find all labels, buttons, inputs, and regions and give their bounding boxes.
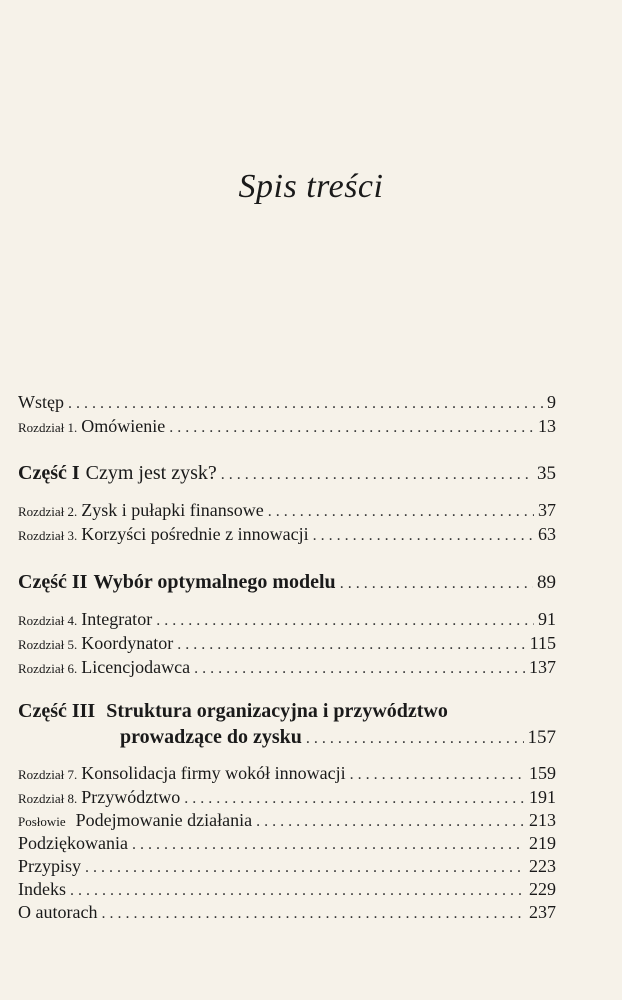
entry-prefix: Rozdział 8. [18, 791, 78, 806]
entry-text: Licencjodawca [81, 657, 191, 677]
part-prefix: Część I [18, 462, 80, 484]
entry-prefix: Rozdział 4. [18, 613, 78, 628]
entry-page: 159 [529, 763, 556, 783]
entry-text: Indeks [18, 879, 66, 899]
entry-text: Koordynator [81, 633, 174, 653]
entry-prefix: Rozdział 2. [18, 504, 78, 519]
entry-prefix: Rozdział 1. [18, 420, 78, 435]
toc-entry-index [18, 879, 556, 900]
part-prefix: Część III [18, 700, 96, 722]
entry-text: Korzyści pośrednie z innowacji [81, 524, 309, 544]
dot-leader [256, 813, 525, 831]
dot-leader [156, 612, 534, 630]
dot-leader [184, 790, 525, 808]
part-title: Czym jest zysk? [85, 462, 217, 484]
entry-prefix: Posłowie [18, 814, 66, 829]
toc-entry-part-3-line-2 [120, 726, 556, 749]
toc-entry-part-2 [18, 571, 556, 594]
entry-page: 91 [538, 609, 556, 629]
entry-text: O autorach [18, 902, 98, 922]
dot-leader [177, 636, 525, 654]
entry-text: Przypisy [18, 856, 81, 876]
entry-page: 89 [537, 572, 556, 593]
entry-page: 157 [527, 727, 556, 748]
dot-leader [132, 836, 525, 854]
entry-page: 115 [529, 633, 556, 653]
dot-leader [68, 395, 543, 413]
toc-entry-chapter-6 [18, 657, 556, 678]
entry-text: Przywództwo [81, 787, 181, 807]
toc-entry-chapter-2 [18, 500, 556, 521]
entry-text: Zysk i pułapki finansowe [81, 500, 264, 520]
toc-entry-chapter-5 [18, 633, 556, 654]
entry-page: 219 [529, 833, 556, 853]
entry-page: 35 [537, 463, 556, 484]
entry-prefix: Rozdział 3. [18, 528, 78, 543]
entry-text: Konsolidacja firmy wokół innowacji [81, 763, 346, 783]
toc-entry-wstep [18, 392, 556, 413]
toc-entry-chapter-7 [18, 763, 556, 784]
toc-entry-part-1 [18, 462, 556, 485]
entry-text: Omówienie [81, 416, 166, 436]
toc-entry-acknowledgements [18, 833, 556, 854]
dot-leader [169, 419, 534, 437]
toc-entry-part-3-line-1 [18, 700, 448, 723]
page-title: Spis treści [238, 168, 384, 205]
entry-page: 13 [538, 416, 556, 436]
dot-leader [101, 905, 525, 923]
dot-leader [306, 730, 524, 748]
dot-leader [221, 466, 533, 484]
entry-page: 37 [538, 500, 556, 520]
entry-page: 213 [529, 810, 556, 830]
dot-leader [313, 527, 534, 545]
entry-page: 137 [529, 657, 556, 677]
entry-page: 191 [529, 787, 556, 807]
toc-entry-chapter-8 [18, 787, 556, 808]
entry-page: 223 [529, 856, 556, 876]
entry-prefix: Rozdział 5. [18, 637, 78, 652]
entry-text: Integrator [81, 609, 153, 629]
toc-entry-chapter-4 [18, 609, 556, 630]
entry-text: Wstęp [18, 392, 64, 412]
entry-page: 9 [547, 392, 556, 412]
entry-text: Podziękowania [18, 833, 128, 853]
entry-page: 63 [538, 524, 556, 544]
dot-leader [70, 882, 525, 900]
entry-page: 229 [529, 879, 556, 899]
toc-entry-afterword [18, 810, 556, 831]
toc-entry-notes [18, 856, 556, 877]
dot-leader [350, 766, 525, 784]
toc-entry-chapter-1 [18, 416, 556, 437]
entry-prefix: Rozdział 7. [18, 767, 78, 782]
part-title: Struktura organizacyjna i przywództwo [106, 700, 448, 722]
dot-leader [268, 503, 534, 521]
toc-entry-chapter-3 [18, 524, 556, 545]
toc-entry-about-authors [18, 902, 556, 923]
dot-leader [340, 575, 533, 593]
dot-leader [194, 660, 525, 678]
entry-text: Podejmowanie działania [75, 810, 253, 830]
entry-page: 237 [529, 902, 556, 922]
part-prefix: Część II [18, 571, 88, 593]
part-title: Wybór optymalnego modelu [93, 571, 336, 593]
dot-leader [85, 859, 525, 877]
entry-prefix: Rozdział 6. [18, 661, 78, 676]
part-title-continuation: prowadzące do zysku [120, 726, 302, 748]
